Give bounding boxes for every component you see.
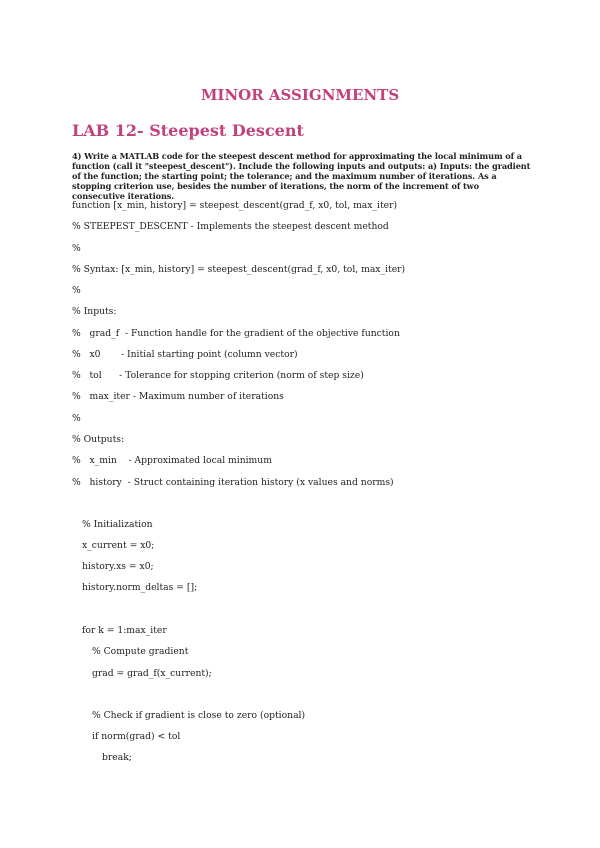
code-line: history.norm_deltas = []; bbox=[82, 582, 198, 593]
code-line: history.xs = x0; bbox=[82, 561, 154, 572]
code-line: for k = 1:max_iter bbox=[82, 625, 167, 636]
code-line: % x0 - Initial starting point (column vector) bbox=[72, 349, 298, 360]
code-line: % Inputs: bbox=[72, 306, 117, 317]
code-line: % bbox=[72, 243, 81, 254]
code-line: % STEEPEST_DESCENT - Implements the steepest descent method bbox=[72, 221, 389, 232]
lab-heading: LAB 12- Steepest Descent bbox=[72, 121, 304, 140]
code-line: % tol - Tolerance for stopping criterion (norm of step size) bbox=[72, 370, 364, 381]
assignment-question: 4) Write a MATLAB code for the steepest descent method for approximating the local minimum of a function (call it "steepest_descent"). Include the following inputs and outputs: a) Inputs: the gradient of the function; the starting point; the tolerance; and the maximum number of iterations. As a stopping criterion use, besides the number of iterations, the norm of the increment of two consecutive iterations. bbox=[72, 151, 531, 201]
code-line: % bbox=[72, 413, 81, 424]
code-line: % Syntax: [x_min, history] = steepest_descent(grad_f, x0, tol, max_iter) bbox=[72, 264, 406, 275]
code-line: % max_iter - Maximum number of iterations bbox=[72, 391, 284, 402]
code-line: % grad_f - Function handle for the gradient of the objective function bbox=[72, 328, 400, 339]
code-line: % x_min - Approximated local minimum bbox=[72, 455, 272, 466]
code-line: % Initialization bbox=[82, 519, 153, 530]
code-line: % bbox=[72, 285, 81, 296]
code-line: % Outputs: bbox=[72, 434, 125, 445]
code-line: if norm(grad) < tol bbox=[92, 731, 181, 742]
code-line: break; bbox=[102, 752, 132, 763]
code-line: % Compute gradient bbox=[92, 646, 189, 657]
code-line: % Check if gradient is close to zero (optional) bbox=[92, 710, 306, 721]
code-line: x_current = x0; bbox=[82, 540, 155, 551]
code-line: grad = grad_f(x_current); bbox=[92, 668, 212, 679]
document-title: MINOR ASSIGNMENTS bbox=[200, 86, 400, 104]
code-line: % history - Struct containing iteration history (x values and norms) bbox=[72, 477, 394, 488]
code-line: function [x_min, history] = steepest_descent(grad_f, x0, tol, max_iter) bbox=[72, 200, 398, 211]
